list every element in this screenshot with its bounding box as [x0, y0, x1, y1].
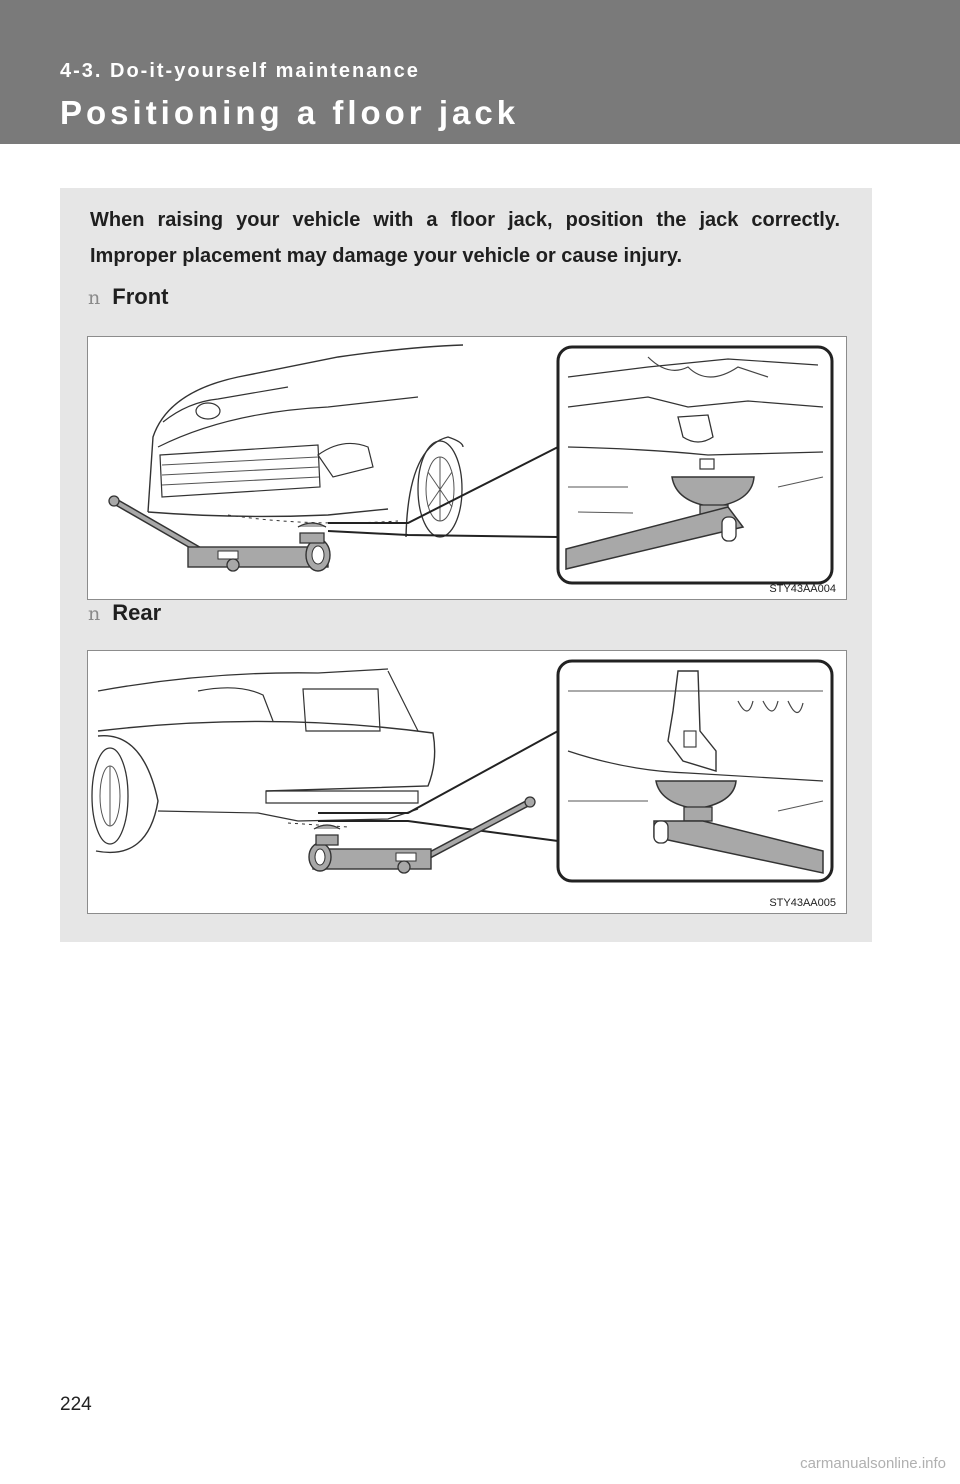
bullet-icon: n [88, 603, 101, 625]
subheading-front-label: Front [112, 284, 169, 309]
page-number: 224 [60, 1394, 92, 1415]
figure-code-front: STY43AA004 [769, 583, 836, 595]
front-jack-illustration [87, 336, 847, 600]
subheading-rear [88, 600, 161, 626]
rear-car-jack-drawing [88, 651, 846, 913]
intro-paragraph: When raising your vehicle with a floor jack, position the jack correctly. Improper placement may damage your vehicle or cause injury. [90, 209, 840, 267]
subheading-rear-label: Rear [112, 600, 162, 625]
page-title: Positioning a floor jack [60, 94, 520, 131]
content-panel [60, 188, 872, 942]
front-car-jack-drawing [88, 337, 846, 599]
rear-jack-illustration [87, 650, 847, 914]
figure-code-rear: STY43AA005 [769, 897, 836, 909]
page-header [0, 0, 960, 144]
watermark: carmanualsonline.info [800, 1455, 946, 1472]
subheading-front [88, 284, 168, 310]
section-label: 4-3. Do-it-yourself maintenance [60, 60, 420, 82]
bullet-icon: n [88, 287, 101, 309]
